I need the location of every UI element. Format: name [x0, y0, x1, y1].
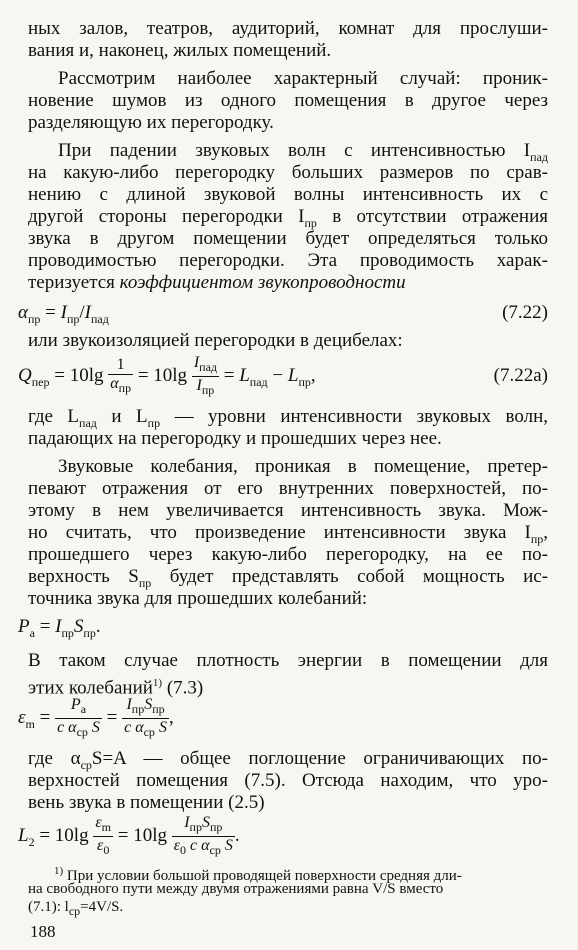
text-line: этих колебаний$^{1)}$ (7.3)	[28, 677, 204, 699]
text-line: верхностей помещения (7.5). Отсюда находим, что уро-	[28, 770, 548, 791]
text-line: теризуется коэффициентом звукопроводности	[28, 272, 406, 293]
page-number: 188	[30, 922, 56, 941]
text-line: где $L_{пад}$ и $L_{пр}$ — уровни интенсивности звуковых волн,	[28, 406, 548, 430]
text-line: В таком случае плотность энергии в помещении для	[28, 650, 548, 671]
text-line: точника звука для прошедших колебаний:	[28, 588, 368, 609]
equation-energy-density: $\varepsilon_m$ = $\frac{P_а}{c \alpha_{ср} S}$ = $\frac{I_{пр}S_{пр}}{c \alpha_{ср} S}$ ,	[18, 696, 174, 740]
text-line: падающих на перегородку и прошедших через нее.	[28, 428, 442, 449]
footnote-line: $^{1)}$ При условии большой проводящей поверхности средняя дли-	[54, 865, 462, 884]
text-line: При падении звуковых волн с интенсивностью $I_{пад}$	[58, 140, 548, 164]
equation-power: $P_а = I_{пр}S_{пр}$.	[18, 616, 101, 640]
text-line: вания и, наконец, жилых помещений.	[28, 40, 332, 61]
text-line: но считать, что произведение интенсивности звука $I_{пр}$,	[28, 522, 548, 546]
text-line: другой стороны перегородки $I_{пр}$ в отсутствии отражения	[28, 206, 548, 230]
text-line: на какую-либо перегородку больших размеров по срав-	[28, 162, 548, 183]
text-line: певают отражения от его внутренних поверхностей, по-	[28, 478, 548, 499]
equation-7-22: $\alpha_{пр} = I_{пр}/I_{пад}$ (7.22)	[18, 302, 548, 326]
text-line: вень звука в помещении (2.5)	[28, 792, 265, 813]
text-line: ных залов, театров, аудиторий, комнат для прослуши-	[28, 18, 548, 39]
text-line: разделяющую их перегородку.	[28, 112, 274, 133]
text-line: прошедшего через какую-либо перегородку, на ее по-	[28, 544, 548, 565]
text-line: новение шумов из одного помещения в другое через	[28, 90, 548, 111]
footnote-line: (7.1): $l_{ср}=4V/S$.	[28, 899, 124, 918]
text-line: нению с длиной звуковой волны интенсивность их с	[28, 184, 548, 205]
text-line: Звуковые колебания, проникая в помещение, претер-	[58, 456, 548, 477]
footnote-ref: 1)	[152, 677, 163, 689]
text-line: где $\alpha_{ср}S=A$ — общее поглощение ограничивающих по-	[28, 748, 549, 772]
text-line: верхность $S_{пр}$ будет представлять собой мощность ис-	[28, 566, 548, 590]
text-line: этому в нем увеличивается интенсивность звука. Мож-	[28, 500, 548, 521]
equation-7-22a: $Q_{пер} = 10\lg$ $\frac{1}{\alpha_{пр}}$ = 10lg $\frac{I_{пад}}{I_{пр}}$ = $L_{пад} - L_{пр}$, (7.22а)	[18, 354, 548, 398]
text-line: или звукоизоляцией перегородки в децибелах:	[28, 330, 403, 351]
equation-number: (7.22а)	[493, 365, 548, 386]
footnote-line: на свободного пути между двумя отражениями равна V/S вместо	[28, 881, 444, 897]
text-line: Рассмотрим наиболее характерный случай: проник-	[58, 68, 548, 89]
equation-number: (7.22)	[502, 302, 548, 323]
text-line: проводимостью перегородки. Эта проводимость харак-	[28, 250, 548, 271]
equation-level: $L_2 = 10\lg$ $\frac{\varepsilon_m}{\varepsilon_0}$ = 10lg $\frac{I_{пр}S_{пр}}{\varepsilon_0 c \alpha_{ср} S}$ .	[18, 814, 240, 858]
text-line: звука в другом помещении будет определяться только	[28, 228, 548, 249]
italic-term: коэффициентом звукопроводности	[119, 272, 406, 293]
